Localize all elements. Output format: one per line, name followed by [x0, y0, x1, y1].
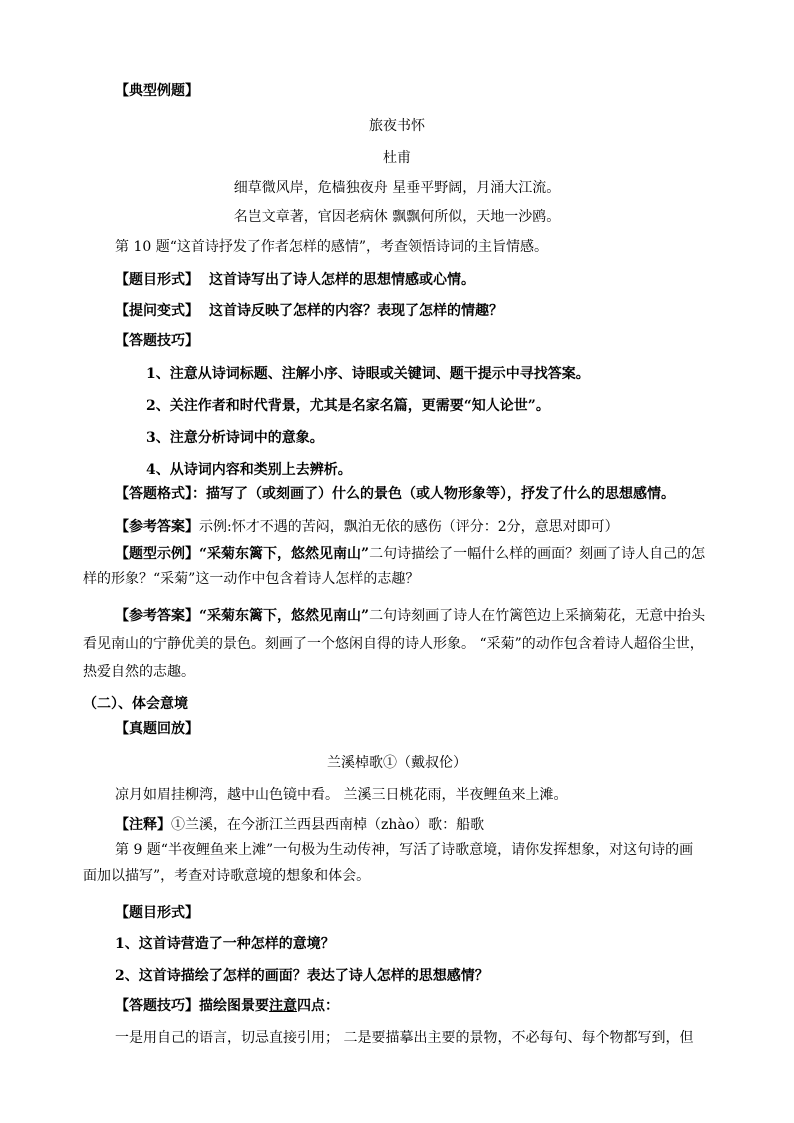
question-variant-row — [115, 301, 503, 321]
poem-line-2: 名岂文章著，官因老病休 飘飘何所似，天地一沙鸥。 — [233, 209, 561, 225]
example-label: 【题型示例】 — [115, 546, 199, 562]
answer-tips-2-row — [115, 996, 339, 1016]
question-form-2-label: 【题目形式】 — [115, 905, 199, 921]
poem-title: 旅夜书怀 — [369, 118, 425, 134]
tip-3: 3、注意分析诗词中的意象。 — [146, 430, 324, 446]
question-form-text: 这首诗写出了诗人怎样的思想情感或心情。 — [209, 272, 475, 288]
example-row-1 — [115, 544, 705, 564]
question-form-2-item-1: 1、这首诗营造了一种怎样的意境？ — [115, 936, 335, 952]
question-variant-label: 【提问变式】 — [115, 303, 199, 319]
question-variant-text: 这首诗反映了怎样的内容？表现了怎样的情趣？ — [209, 303, 503, 319]
question-9-line-1: 第 9 题“半夜鲤鱼来上滩”一句极为生动传神，写活了诗歌意境，请你发挥想象，对这句诗的画 — [115, 842, 694, 858]
reference-answer-label: 【参考答案】 — [115, 519, 199, 535]
answer-tips-2-text-a: 描绘图景要 — [199, 998, 269, 1014]
reference-answer-2-quote: “采菊东篱下，悠然见南山” — [199, 608, 370, 624]
poem-2-text: 凉月如眉挂柳湾，越中山色镜中看。 兰溪三日桃花雨，半夜鲤鱼来上滩。 — [115, 787, 568, 803]
reference-answer-2-row-1 — [115, 606, 705, 626]
tip-2: 2、关注作者和时代背景，尤其是名家名篇，更需要“知人论世”。 — [146, 398, 550, 414]
reference-answer-text: 示例:怀才不遇的苦闷，飘泊无依的感伤（评分：2分，意思对即可） — [199, 519, 619, 535]
reference-answer-2-label: 【参考答案】 — [115, 608, 199, 624]
section-subheading-real-questions: 【真题回放】 — [115, 721, 199, 737]
note-label: 【注释】 — [115, 817, 171, 833]
example-row-2: 样的形象？“采菊”这一动作中包含着诗人怎样的志趣？ — [83, 571, 420, 587]
answer-format-label: 【答题格式】 — [115, 486, 192, 502]
poem-line-1: 细草微风岸，危樯独夜舟 星垂平野阔，月涌大江流。 — [233, 180, 561, 196]
question-form-row — [115, 270, 475, 290]
reference-answer-2-text-1: 二句诗刻画了诗人在竹篱笆边上采摘菊花，无意中抬头 — [369, 608, 706, 624]
answer-tips-2-label: 【答题技巧】 — [115, 998, 199, 1014]
example-quote: “采菊东篱下，悠然见南山” — [199, 546, 370, 562]
answer-tips-2-text-b: 四点： — [297, 998, 339, 1014]
answer-format-row — [115, 484, 675, 504]
answer-tips-2-text-underlined: 注意 — [269, 998, 297, 1014]
answer-tips-label: 【答题技巧】 — [115, 333, 199, 349]
poem-author: 杜甫 — [383, 150, 411, 166]
reference-answer-2-row-3: 热爱自然的志趣。 — [83, 664, 195, 680]
section-heading-typical-examples: 【典型例题】 — [115, 83, 199, 99]
section-heading-imagery: （二）、体会意境 — [83, 696, 188, 712]
question-form-2-item-2: 2、这首诗描绘了怎样的画面？表达了诗人怎样的思想感情？ — [115, 968, 489, 984]
note-text: ①兰溪，在今浙江兰西县西南棹（zhào）歌：船歌 — [171, 817, 485, 833]
note-row — [115, 815, 484, 835]
answer-format-text: ：描写了（或刻画了）什么的景色（或人物形象等），抒发了什么的思想感情。 — [192, 486, 675, 502]
question-10-text: 第 10 题“这首诗抒发了作者怎样的感情”，考查领悟诗词的主旨情感。 — [115, 239, 549, 255]
question-9-line-2: 面加以描写”，考查对诗歌意境的想象和体会。 — [83, 868, 371, 884]
last-line: 一是用自己的语言，切忌直接引用； 二是要描摹出主要的景物，不必每句、每个物都写到，但 — [115, 1030, 694, 1046]
tip-4: 4、从诗词内容和类别上去辨析。 — [146, 462, 352, 478]
reference-answer-2-row-2: 看见南山的宁静优美的景色。刻画了一个悠闲自得的诗人形象。 “采菊”的动作包含着诗人超俗尘世， — [83, 636, 704, 652]
tip-1: 1、注意从诗词标题、注解小序、诗眼或关键词、题干提示中寻找答案。 — [146, 366, 590, 382]
example-text-1: 二句诗描绘了一幅什么样的画面？刻画了诗人自己的怎 — [369, 546, 706, 562]
question-form-label: 【题目形式】 — [115, 272, 199, 288]
reference-answer-row — [115, 517, 619, 537]
poem-2-title: 兰溪棹歌①（戴叔伦） — [327, 755, 467, 771]
